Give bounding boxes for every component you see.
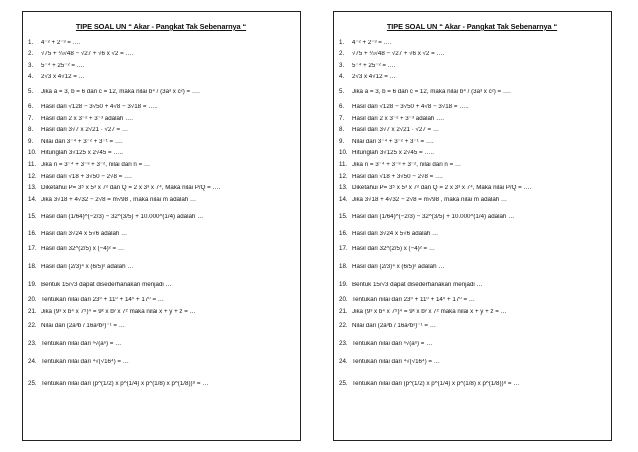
problem-text: Tentukan nilai dari (p^(1/2) x p^(1/4) x p^(1/8) x p^(1/8))⁸ = … — [41, 381, 209, 388]
problem-text: Jika 3√18 + 4√32 − 2√8 = m√98 , maka nilai m adalah … — [41, 196, 197, 203]
problem-text: Jika (9³ x b⁴ x 7⁵)⁴ = 9ˣ x bʸ x 7ᶻ maka nilai x + y + z = … — [41, 308, 196, 315]
problem-text: Diketahui P= 3⁵ x 5³ x 7² dan Q = 2 x 3³ x 7⁴, Maka nilai P/Q = …. — [352, 185, 532, 192]
problem-list — [28, 37, 294, 398]
problem-item — [339, 83, 605, 101]
problem-number: 8. — [339, 126, 345, 134]
problem-item — [339, 37, 605, 49]
problem-number: 8. — [28, 126, 34, 134]
problem-text: Hasil dari 2 x 3⁻² + 3⁻³ adalah …. — [352, 115, 444, 122]
problem-text: Bentuk 15/√3 dapat disederhanakan menjadi … — [352, 282, 483, 289]
problem-number: 14. — [339, 195, 348, 203]
problem-text: Jika n = 3⁻⁴ + 3⁻³ + 3⁻², nilai dari n = … — [41, 162, 151, 169]
problem-item — [28, 159, 294, 171]
problem-text: Hasil dari 2 x 3⁻² + 3⁻³ adalah …. — [41, 115, 133, 122]
problem-text: Tentukan nilai dari 23⁰ + 11⁰ + 14⁰ + 17⁰ = … — [352, 297, 475, 303]
problem-item — [28, 354, 294, 372]
problem-number: 9. — [339, 137, 345, 145]
problem-number: 23. — [28, 340, 37, 348]
problem-item — [339, 336, 605, 354]
problem-number: 17. — [339, 245, 348, 253]
problem-text: 2√3 x 4√12 = … — [352, 74, 396, 81]
problem-item — [339, 159, 605, 171]
problem-number: 5. — [339, 88, 345, 96]
problem-number: 18. — [28, 263, 37, 271]
problem-item — [28, 136, 294, 148]
problem-item — [339, 318, 605, 336]
problem-number: 14. — [28, 195, 37, 203]
problem-number: 3. — [339, 61, 345, 69]
problem-item — [28, 306, 294, 318]
problem-item — [28, 294, 294, 306]
problem-item — [28, 72, 294, 84]
problem-number: 21. — [339, 307, 348, 315]
problem-number: 19. — [339, 281, 348, 289]
problem-item — [28, 194, 294, 206]
problem-text: Hitunglah 3√125 x 2√45 = ….. — [352, 150, 434, 157]
problem-item — [28, 183, 294, 195]
problem-item — [339, 101, 605, 113]
problem-number: 20. — [28, 296, 37, 303]
problem-text: Hasil dari (2/3)⁴ x (6/5)² adalah … — [352, 264, 445, 271]
problem-number: 16. — [339, 230, 348, 238]
problem-item — [28, 49, 294, 61]
problem-number: 24. — [28, 358, 37, 366]
problem-text: Jika n = 3⁻⁴ + 3⁻³ + 3⁻², nilai dari n = … — [352, 162, 462, 169]
problem-text: Hasil dari 32^(2/5) x (−4)² = … — [41, 246, 125, 253]
problem-item — [339, 60, 605, 72]
problem-number: 10. — [28, 149, 37, 157]
problem-item — [339, 183, 605, 195]
problem-item — [339, 171, 605, 183]
problem-item — [339, 229, 605, 241]
problem-item — [28, 229, 294, 241]
problem-text: Hitunglah 3√125 x 2√45 = ….. — [41, 150, 123, 157]
problem-number: 13. — [339, 184, 348, 192]
problem-number: 9. — [28, 137, 34, 145]
problem-item — [339, 136, 605, 148]
problem-item — [339, 206, 605, 229]
worksheet-column-left — [22, 11, 301, 441]
problem-text: Bentuk 15/√3 dapat disederhanakan menjadi … — [41, 282, 172, 289]
problem-text: 2√3 x 4√12 = … — [41, 74, 85, 81]
problem-text: Nilai dari 3⁻⁴ + 3⁻² + 3⁻¹ = …. — [41, 138, 123, 145]
problem-item — [339, 194, 605, 206]
problem-number: 11. — [28, 161, 37, 169]
problem-text: Jika a = 3, b = 6 dan c = 12, maka nilai b⁴ / (3a³ x c²) = …. — [352, 89, 511, 96]
problem-item — [28, 113, 294, 125]
problem-item — [339, 49, 605, 61]
problem-text: √75 + ¼√48 − √27 + √6 x √2 = …. — [41, 51, 134, 58]
problem-text: Nilai dari 3⁻⁴ + 3⁻² + 3⁻¹ = …. — [352, 138, 434, 145]
problem-item — [28, 37, 294, 49]
problem-number: 6. — [28, 103, 34, 111]
problem-number: 10. — [339, 149, 348, 157]
worksheet-title: TIPE SOAL UN “ Akar - Pangkat Tak Sebenarnya “ — [75, 22, 247, 31]
problem-number: 12. — [339, 172, 348, 180]
problem-item — [28, 258, 294, 276]
problem-number: 24. — [339, 358, 348, 366]
problem-item — [28, 276, 294, 294]
problem-number: 1. — [28, 38, 34, 46]
problem-text: Hasil dari (2/3)⁴ x (6/5)² adalah … — [41, 264, 134, 271]
problem-text: Tentukan nilai dari ⁿ√(aⁿ) = … — [41, 341, 122, 348]
problem-number: 19. — [28, 281, 37, 289]
problem-item — [339, 148, 605, 160]
problem-number: 7. — [339, 114, 345, 122]
problem-number: 23. — [339, 340, 348, 348]
problem-text: 5⁻⁴ + 25⁻² = …. — [352, 62, 396, 69]
problem-item — [28, 148, 294, 160]
problem-item — [339, 306, 605, 318]
problem-number: 22. — [339, 322, 348, 330]
problem-list — [339, 37, 605, 398]
problem-number: 3. — [28, 61, 34, 69]
problem-item — [28, 60, 294, 72]
problem-number: 22. — [28, 322, 37, 330]
problem-text: Jika a = 3, b = 6 dan c = 12, maka nilai b⁴ / (3a³ x c²) = …. — [41, 89, 200, 96]
problem-number: 7. — [28, 114, 34, 122]
problem-item — [28, 318, 294, 336]
problem-text: Tentukan nilai dari ⁴√(√16⁴) = … — [352, 359, 440, 366]
problem-text: 5⁻⁴ + 25⁻² = …. — [41, 62, 85, 69]
problem-item — [339, 125, 605, 137]
problem-number: 13. — [28, 184, 37, 192]
problem-text: Hasil dari √18 + 3√50 − 2√8 = …. — [352, 173, 443, 180]
problem-text: Diketahui P= 3⁵ x 5³ x 7² dan Q = 2 x 3³ x 7⁴, Maka nilai P/Q = …. — [41, 185, 221, 192]
problem-item — [28, 372, 294, 398]
problem-item — [28, 125, 294, 137]
problem-number: 1. — [339, 38, 345, 46]
problem-number: 17. — [28, 245, 37, 253]
problem-text: Tentukan nilai dari ⁴√(√16⁴) = … — [41, 359, 129, 366]
problem-text: Hasil dari √18 + 3√50 − 2√8 = …. — [41, 173, 132, 180]
problem-number: 2. — [28, 50, 34, 58]
problem-number: 25. — [28, 380, 37, 388]
problem-number: 15. — [339, 213, 348, 221]
problem-item — [339, 354, 605, 372]
problem-text: Jika 3√18 + 4√32 − 2√8 = m√98 , maka nilai m adalah … — [352, 196, 508, 203]
problem-number: 20. — [339, 296, 348, 303]
problem-text: Hasil dari 3√7 x 2√21 · √27 = … — [352, 127, 440, 134]
problem-number: 4. — [339, 73, 345, 81]
problem-item — [339, 294, 605, 306]
problem-number: 2. — [339, 50, 345, 58]
problem-text: 4⁻² + 2⁻³ = …. — [352, 39, 392, 46]
problem-item — [339, 72, 605, 84]
problem-text: Hasil dari (1/64)^(−2/3) − 32^(3/5) + 10.000^(1/4) adalah … — [41, 214, 204, 221]
problem-item — [28, 240, 294, 258]
problem-item — [339, 258, 605, 276]
problem-text: √75 + ¼√48 − √27 + √6 x √2 = …. — [352, 51, 445, 58]
problem-text: Nilai dari (2a³b / 16a²b²)⁻¹ = … — [41, 323, 125, 330]
problem-text: Tentukan nilai dari (p^(1/2) x p^(1/4) x p^(1/8) x p^(1/8))⁸ = … — [352, 381, 520, 388]
problem-text: Hasil dari √128 − 3√50 + 4√8 − 3√18 = ….. — [352, 104, 469, 111]
problem-text: Tentukan nilai dari 23⁰ + 11⁰ + 14⁰ + 17⁰ = … — [41, 297, 164, 303]
problem-number: 15. — [28, 213, 37, 221]
problem-number: 11. — [339, 161, 348, 169]
problem-item — [339, 372, 605, 398]
problem-item — [339, 113, 605, 125]
problem-text: Nilai dari (2a³b / 16a²b²)⁻¹ = … — [352, 323, 436, 330]
worksheet-column-right — [333, 11, 612, 441]
problem-item — [28, 101, 294, 113]
problem-number: 18. — [339, 263, 348, 271]
problem-number: 16. — [28, 230, 37, 238]
problem-text: Hasil dari (1/64)^(−2/3) − 32^(3/5) + 10.000^(1/4) adalah … — [352, 214, 515, 221]
problem-text: 4⁻² + 2⁻³ = …. — [41, 39, 81, 46]
problem-number: 6. — [339, 103, 345, 111]
problem-item — [28, 206, 294, 229]
problem-number: 4. — [28, 73, 34, 81]
problem-item — [28, 83, 294, 101]
problem-item — [339, 276, 605, 294]
problem-text: Hasil dari 3√24 x 5√6 adalah … — [41, 231, 128, 238]
problem-text: Hasil dari 3√7 x 2√21 · √27 = … — [41, 127, 129, 134]
problem-text: Hasil dari √128 − 3√50 + 4√8 − 3√18 = ….. — [41, 104, 158, 111]
problem-text: Tentukan nilai dari ⁿ√(aⁿ) = … — [352, 341, 433, 348]
problem-number: 21. — [28, 307, 37, 315]
problem-item — [339, 240, 605, 258]
problem-number: 12. — [28, 172, 37, 180]
problem-text: Hasil dari 32^(2/5) x (−4)² = … — [352, 246, 436, 253]
problem-item — [28, 336, 294, 354]
problem-text: Jika (9³ x b⁴ x 7⁵)⁴ = 9ˣ x bʸ x 7ᶻ maka nilai x + y + z = … — [352, 308, 507, 315]
problem-text: Hasil dari 3√24 x 5√6 adalah … — [352, 231, 439, 238]
problem-number: 25. — [339, 380, 348, 388]
problem-item — [28, 171, 294, 183]
worksheet-title: TIPE SOAL UN “ Akar - Pangkat Tak Sebenarnya “ — [386, 22, 558, 31]
problem-number: 5. — [28, 88, 34, 96]
